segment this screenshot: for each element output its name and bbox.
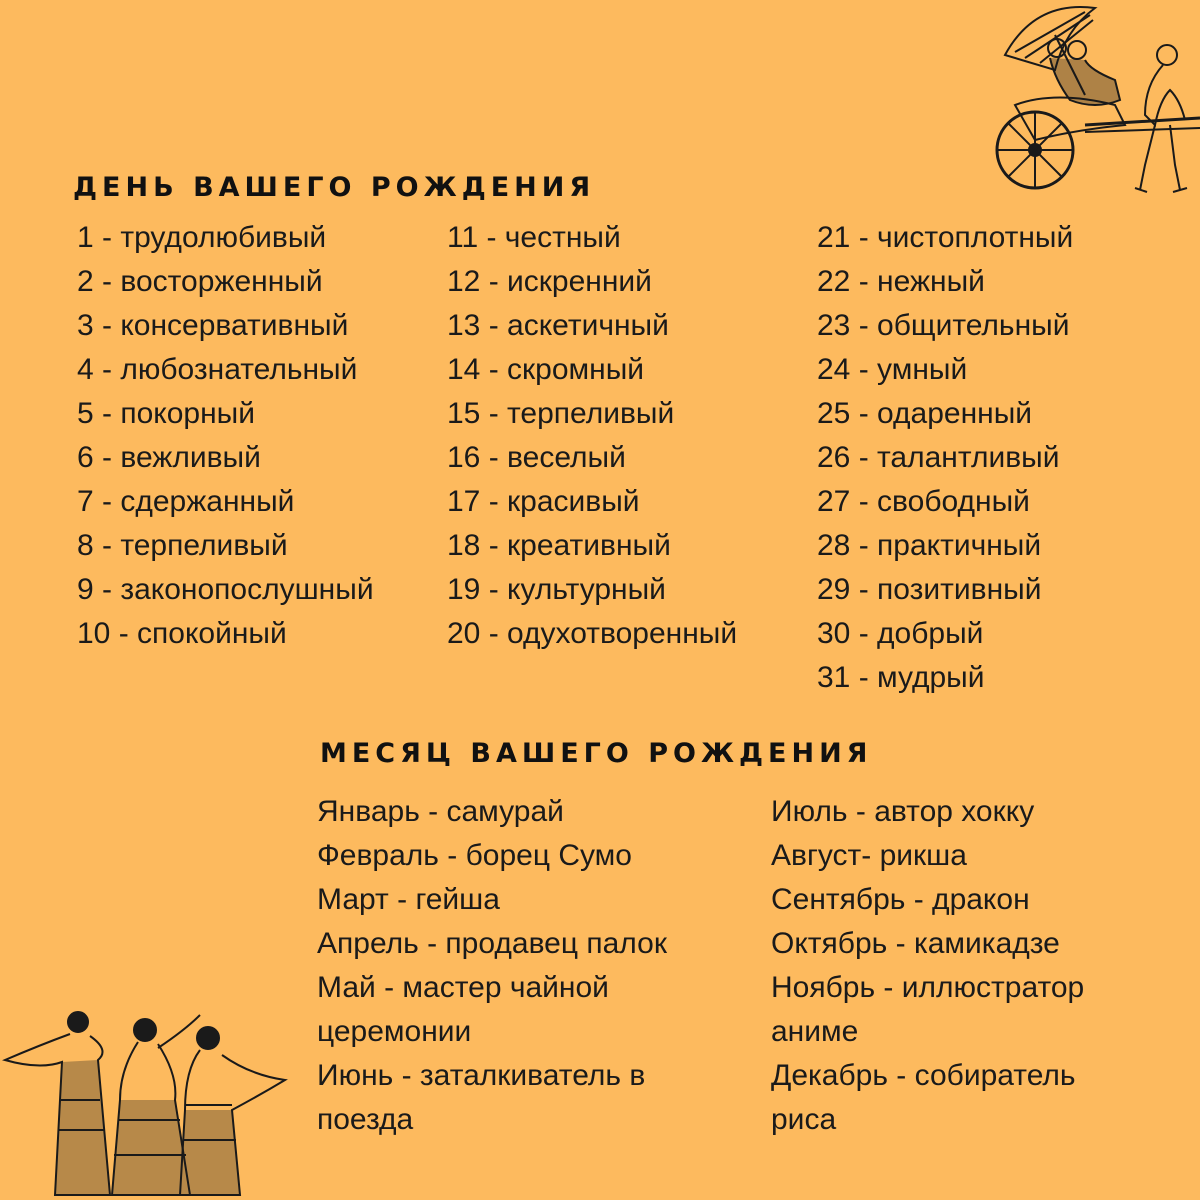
list-item: Май - мастер чайной церемонии — [317, 971, 609, 1048]
day-section-title: ДЕНЬ ВАШЕГО РОЖДЕНИЯ — [73, 172, 596, 203]
list-item: 15 - терпеливый — [447, 397, 675, 430]
list-item: 8 - терпеливый — [77, 529, 288, 562]
rickshaw-illustration — [995, 0, 1200, 210]
day-list-column-3 — [817, 216, 1073, 700]
list-item: 14 - скромный — [447, 353, 645, 386]
list-item: 13 - аскетичный — [447, 309, 669, 342]
list-item: 17 - красивый — [447, 485, 640, 518]
list-item: 20 - одухотворенный — [447, 617, 738, 650]
list-item: 23 - общительный — [817, 309, 1070, 342]
list-item: Октябрь - камикадзе — [771, 927, 1060, 960]
list-item: 6 - вежливый — [77, 441, 261, 474]
list-item: Декабрь - собиратель риса — [771, 1059, 1076, 1136]
list-item: 11 - честный — [447, 221, 621, 254]
month-list-column-2 — [771, 790, 1121, 1142]
list-item: 26 - талантливый — [817, 441, 1060, 474]
day-list-column-1 — [77, 216, 374, 656]
day-list-column-2 — [447, 216, 737, 656]
list-item: 29 - позитивный — [817, 573, 1042, 606]
list-item: Июнь - заталкиватель в поезда — [317, 1059, 646, 1136]
list-item: 24 - умный — [817, 353, 968, 386]
list-item: Апрель - продавец палок — [317, 927, 667, 960]
list-item: 5 - покорный — [77, 397, 255, 430]
list-item: 2 - восторженный — [77, 265, 323, 298]
list-item: 21 - чистоплотный — [817, 221, 1074, 254]
list-item: 31 - мудрый — [817, 661, 985, 694]
list-item: Март - гейша — [317, 883, 500, 916]
month-section-title: МЕСЯЦ ВАШЕГО РОЖДЕНИЯ — [320, 738, 873, 769]
list-item: 16 - веселый — [447, 441, 626, 474]
list-item: 27 - свободный — [817, 485, 1030, 518]
list-item: Ноябрь - иллюстратор аниме — [771, 971, 1085, 1048]
list-item: Сентябрь - дракон — [771, 883, 1030, 916]
list-item: Август- рикша — [771, 839, 967, 872]
list-item: 7 - сдержанный — [77, 485, 295, 518]
list-item: 4 - любознательный — [77, 353, 358, 386]
list-item: 19 - культурный — [447, 573, 666, 606]
list-item: 10 - спокойный — [77, 617, 287, 650]
list-item: 12 - искренний — [447, 265, 652, 298]
list-item: Январь - самурай — [317, 795, 564, 828]
list-item: Февраль - борец Сумо — [317, 839, 632, 872]
list-item: 22 - нежный — [817, 265, 985, 298]
list-item: Июль - автор хокку — [771, 795, 1035, 828]
list-item: 3 - консервативный — [77, 309, 349, 342]
list-item: 9 - законопослушный — [77, 573, 374, 606]
geisha-dancers-illustration — [0, 1000, 290, 1200]
list-item: 30 - добрый — [817, 617, 984, 650]
list-item: 1 - трудолюбивый — [77, 221, 327, 254]
list-item: 28 - практичный — [817, 529, 1042, 562]
list-item: 18 - креативный — [447, 529, 671, 562]
list-item: 25 - одаренный — [817, 397, 1033, 430]
month-list-column-1 — [317, 790, 702, 1142]
